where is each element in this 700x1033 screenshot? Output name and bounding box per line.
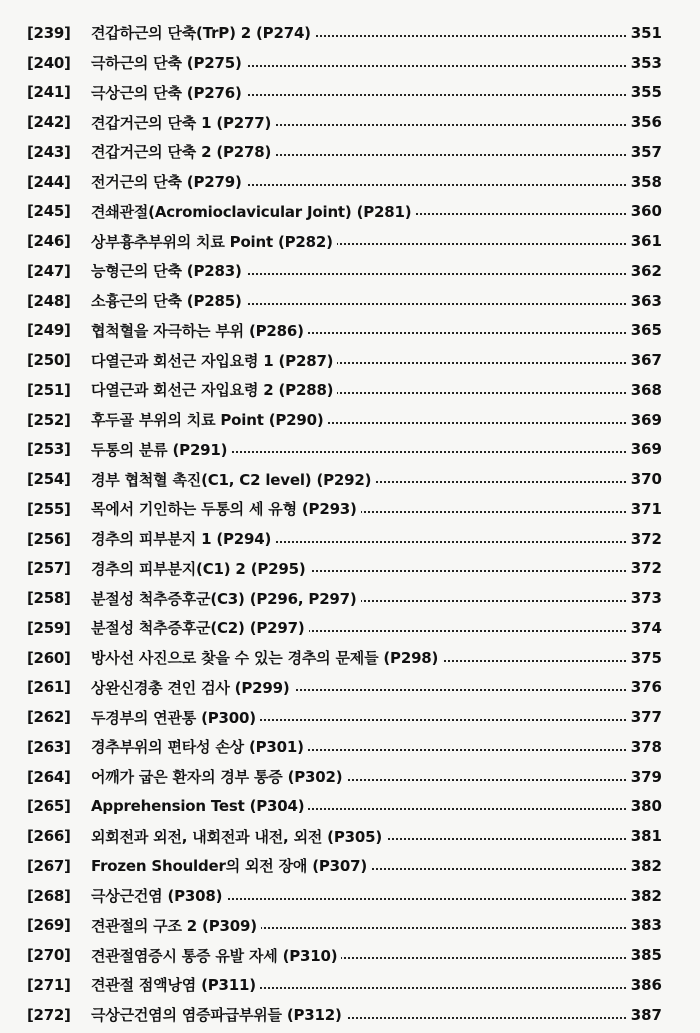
entry-title: Frozen Shoulder의 외전 장애 (P307) [91, 855, 371, 876]
entry-page-number: 378 [628, 738, 662, 756]
toc-entry [0, 702, 700, 732]
toc-entry [0, 256, 700, 286]
toc-entry [0, 821, 700, 851]
toc-entry [0, 554, 700, 584]
entry-title: 소흉근의 단축 (P285) [91, 290, 246, 311]
entry-page-number: 367 [628, 351, 662, 369]
entry-page-number: 357 [628, 143, 662, 161]
toc-entry [0, 673, 700, 703]
toc-entry [0, 435, 700, 465]
entry-page-number: 374 [628, 619, 662, 637]
entry-title: 상완신경총 견인 검사 (P299) [91, 677, 294, 698]
entry-title: 분절성 척추증후군(C3) (P296, P297) [91, 588, 361, 609]
entry-page-number: 351 [628, 24, 662, 42]
entry-title: 협척혈을 자극하는 부위 (P286) [91, 320, 308, 341]
entry-title: 견쇄관절(Acromioclavicular Joint) (P281) [91, 201, 415, 222]
entry-number: [248] [27, 291, 71, 310]
toc-entry [0, 78, 700, 108]
entry-page-number: 381 [628, 827, 662, 845]
toc-entry [0, 226, 700, 256]
entry-title: 극상근건염 (P308) [91, 885, 226, 906]
entry-number: [266] [27, 827, 71, 846]
entry-number: [253] [27, 440, 71, 459]
entry-number: [255] [27, 499, 71, 518]
entry-title: 전거근의 단축 (P279) [91, 171, 246, 192]
entry-page-number: 383 [628, 916, 662, 934]
entry-page-number: 385 [628, 946, 662, 964]
entry-number: [264] [27, 767, 71, 786]
entry-page-number: 376 [628, 678, 662, 696]
entry-page-number: 365 [628, 321, 662, 339]
toc-entry [0, 583, 700, 613]
entry-number: [267] [27, 856, 71, 875]
entry-number: [265] [27, 797, 71, 816]
entry-number: [256] [27, 529, 71, 548]
entry-page-number: 353 [628, 54, 662, 72]
entry-page-number: 372 [628, 530, 662, 548]
entry-title: 상부흉추부위의 치료 Point (P282) [91, 231, 337, 252]
entry-number: [271] [27, 975, 71, 994]
entry-number: [259] [27, 618, 71, 637]
entry-number: [249] [27, 321, 71, 340]
entry-number: [268] [27, 886, 71, 905]
toc-entry [0, 613, 700, 643]
toc-entry [0, 940, 700, 970]
entry-number: [247] [27, 261, 71, 280]
entry-number: [243] [27, 142, 71, 161]
entry-page-number: 380 [628, 797, 662, 815]
entry-title: 후두골 부위의 치료 Point (P290) [91, 409, 328, 430]
table-of-contents [0, 18, 700, 1030]
toc-entry [0, 405, 700, 435]
entry-page-number: 355 [628, 83, 662, 101]
entry-number: [254] [27, 470, 71, 489]
entry-number: [269] [27, 916, 71, 935]
entry-page-number: 375 [628, 649, 662, 667]
entry-number: [260] [27, 648, 71, 667]
entry-title: 분절성 척추증후군(C2) (P297) [91, 617, 309, 638]
toc-entry [0, 286, 700, 316]
entry-number: [244] [27, 172, 71, 191]
entry-title: 견갑하근의 단축(TrP) 2 (P274) [91, 22, 315, 43]
entry-page-number: 371 [628, 500, 662, 518]
entry-title: 능형근의 단축 (P283) [91, 260, 246, 281]
entry-title: 극상근건염의 염증파급부위들 (P312) [91, 1004, 346, 1025]
entry-page-number: 360 [628, 202, 662, 220]
entry-title: 견관절 점액낭염 (P311) [91, 974, 260, 995]
toc-entry [0, 643, 700, 673]
toc-entry [0, 167, 700, 197]
entry-title: 극하근의 단축 (P275) [91, 52, 246, 73]
entry-title: Apprehension Test (P304) [91, 797, 308, 815]
entry-title: 극상근의 단축 (P276) [91, 82, 246, 103]
entry-title: 두경부의 연관통 (P300) [91, 707, 260, 728]
entry-page-number: 356 [628, 113, 662, 131]
entry-number: [242] [27, 113, 71, 132]
entry-page-number: 387 [628, 1006, 662, 1024]
toc-entry [0, 345, 700, 375]
toc-entry [0, 911, 700, 941]
entry-number: [270] [27, 946, 71, 965]
entry-title: 목에서 기인하는 두통의 세 유형 (P293) [91, 498, 361, 519]
entry-page-number: 368 [628, 381, 662, 399]
entry-number: [239] [27, 23, 71, 42]
entry-title: 경추부위의 편타성 손상 (P301) [91, 736, 308, 757]
entry-title: 견관절의 구조 2 (P309) [91, 915, 261, 936]
entry-title: 경추의 피부분지 1 (P294) [91, 528, 275, 549]
toc-entry [0, 881, 700, 911]
toc-entry [0, 18, 700, 48]
entry-title: 두통의 분류 (P291) [91, 439, 231, 460]
entry-page-number: 382 [628, 857, 662, 875]
entry-title: 견관절염증시 통증 유발 자세 (P310) [91, 945, 341, 966]
toc-entry [0, 970, 700, 1000]
toc-entry [0, 316, 700, 346]
entry-page-number: 363 [628, 292, 662, 310]
toc-entry [0, 792, 700, 822]
entry-title: 경부 협척혈 촉진(C1, C2 level) (P292) [91, 469, 375, 490]
toc-entry [0, 197, 700, 227]
entry-page-number: 373 [628, 589, 662, 607]
entry-title: 다열근과 회선근 자입요령 2 (P288) [91, 379, 337, 400]
entry-number: [257] [27, 559, 71, 578]
toc-entry [0, 1000, 700, 1030]
entry-number: [246] [27, 232, 71, 251]
entry-number: [250] [27, 351, 71, 370]
toc-entry [0, 375, 700, 405]
entry-page-number: 377 [628, 708, 662, 726]
entry-title: 어깨가 굽은 환자의 경부 통증 (P302) [91, 766, 346, 787]
entry-title: 외회전과 외전, 내회전과 내전, 외전 (P305) [91, 826, 386, 847]
entry-title: 방사선 사진으로 찾을 수 있는 경추의 문제들 (P298) [91, 647, 442, 668]
entry-page-number: 369 [628, 440, 662, 458]
entry-page-number: 370 [628, 470, 662, 488]
entry-number: [251] [27, 380, 71, 399]
entry-number: [258] [27, 589, 71, 608]
entry-page-number: 369 [628, 411, 662, 429]
toc-entry [0, 851, 700, 881]
toc-entry [0, 464, 700, 494]
entry-number: [241] [27, 83, 71, 102]
toc-entry [0, 137, 700, 167]
entry-number: [272] [27, 1005, 71, 1024]
entry-title: 견갑거근의 단축 1 (P277) [91, 112, 275, 133]
entry-number: [245] [27, 202, 71, 221]
entry-page-number: 362 [628, 262, 662, 280]
entry-number: [261] [27, 678, 71, 697]
toc-entry [0, 524, 700, 554]
entry-number: [263] [27, 737, 71, 756]
toc-entry [0, 732, 700, 762]
entry-title: 다열근과 회선근 자입요령 1 (P287) [91, 350, 337, 371]
entry-page-number: 382 [628, 887, 662, 905]
entry-page-number: 379 [628, 768, 662, 786]
entry-number: [240] [27, 53, 71, 72]
entry-page-number: 361 [628, 232, 662, 250]
toc-entry [0, 762, 700, 792]
toc-entry [0, 494, 700, 524]
entry-page-number: 358 [628, 173, 662, 191]
entry-number: [252] [27, 410, 71, 429]
entry-number: [262] [27, 708, 71, 727]
entry-page-number: 372 [628, 559, 662, 577]
entry-title: 견갑거근의 단축 2 (P278) [91, 141, 275, 162]
toc-entry [0, 48, 700, 78]
entry-title: 경추의 피부분지(C1) 2 (P295) [91, 558, 310, 579]
entry-page-number: 386 [628, 976, 662, 994]
toc-entry [0, 107, 700, 137]
